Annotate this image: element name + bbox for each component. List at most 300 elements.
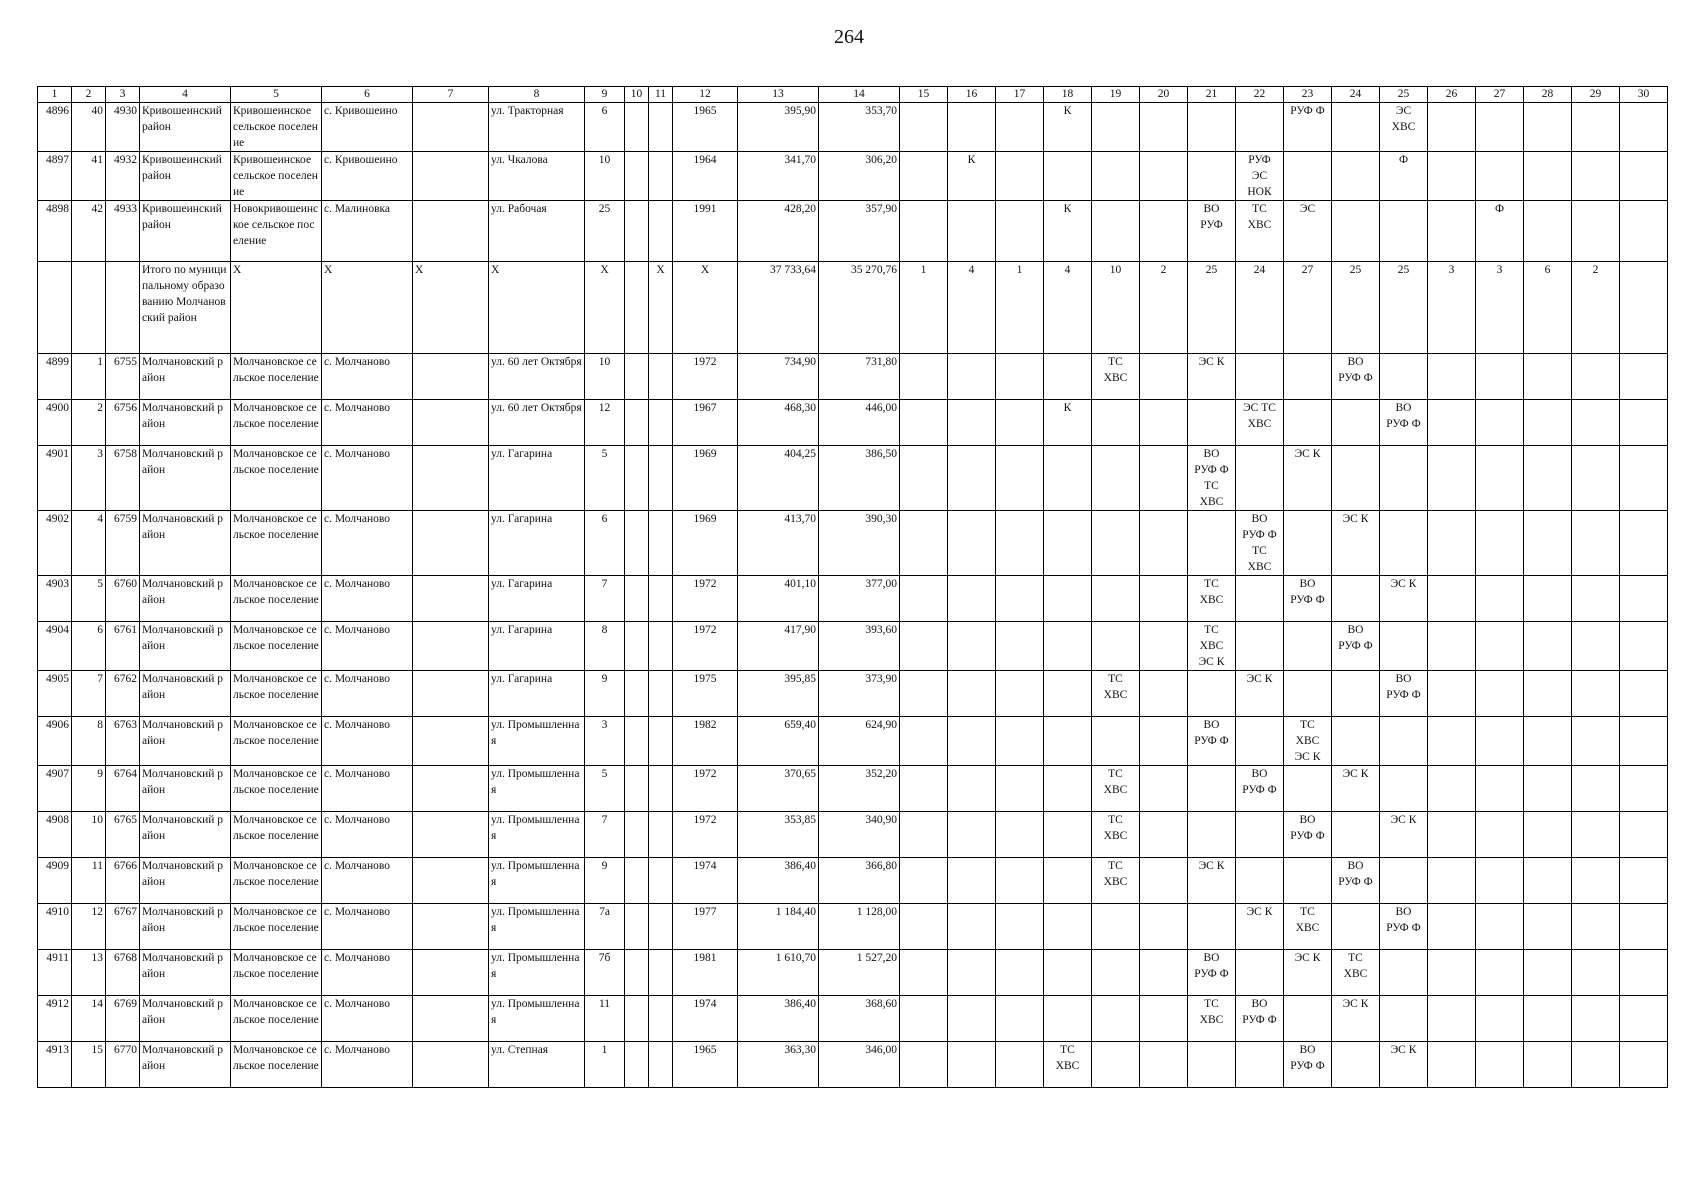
table-cell-col-12: 1972 <box>673 766 738 812</box>
table-cell-col-1: 4903 <box>38 576 72 622</box>
table-cell-col-30 <box>1620 904 1668 950</box>
table-cell-col-4: Кривошеинский район <box>140 201 231 262</box>
table-cell-col-25 <box>1380 201 1428 262</box>
table-cell-col-21 <box>1188 152 1236 201</box>
table-cell-col-3: 6764 <box>106 766 140 812</box>
table-cell-col-7 <box>413 858 489 904</box>
column-header-23: 23 <box>1284 87 1332 103</box>
table-cell-col-27 <box>1476 950 1524 996</box>
table-cell-col-22 <box>1236 354 1284 400</box>
table-cell-col-23: ЭС К <box>1284 446 1332 511</box>
table-cell-col-30 <box>1620 766 1668 812</box>
table-cell-col-15 <box>900 201 948 262</box>
table-cell-col-25 <box>1380 766 1428 812</box>
table-cell-col-1: 4912 <box>38 996 72 1042</box>
table-cell-col-13: 468,30 <box>738 400 819 446</box>
table-cell-col-16 <box>948 950 996 996</box>
table-cell-col-30 <box>1620 950 1668 996</box>
table-cell-col-20 <box>1140 1042 1188 1088</box>
table-cell-col-15 <box>900 354 948 400</box>
table-cell-col-7 <box>413 103 489 152</box>
table-cell-col-18 <box>1044 812 1092 858</box>
table-cell-col-10 <box>625 766 649 812</box>
table-cell-col-29 <box>1572 152 1620 201</box>
table-cell-col-11 <box>649 812 673 858</box>
table-cell-col-9: 7а <box>585 904 625 950</box>
table-cell-col-8: ул. Гагарина <box>489 446 585 511</box>
table-cell-col-14: 386,50 <box>819 446 900 511</box>
table-cell-col-2: 7 <box>72 671 106 717</box>
table-cell-col-23 <box>1284 354 1332 400</box>
table-cell-col-13: 395,90 <box>738 103 819 152</box>
table-cell-col-15 <box>900 950 948 996</box>
table-cell-col-25 <box>1380 446 1428 511</box>
table-cell-col-30 <box>1620 262 1668 354</box>
table-cell-col-2: 15 <box>72 1042 106 1088</box>
table-cell-col-22: РУФ ЭС НОК <box>1236 152 1284 201</box>
table-cell-col-22: 24 <box>1236 262 1284 354</box>
table-cell-col-3: 6765 <box>106 812 140 858</box>
column-number-row <box>38 87 1668 103</box>
table-cell-col-3: 6761 <box>106 622 140 671</box>
table-cell-col-2: 14 <box>72 996 106 1042</box>
table-cell-col-21: ВО РУФ Ф <box>1188 717 1236 766</box>
table-cell-col-15 <box>900 622 948 671</box>
column-header-8: 8 <box>489 87 585 103</box>
table-cell-col-24: ВО РУФ Ф <box>1332 354 1380 400</box>
table-cell-col-17 <box>996 201 1044 262</box>
table-cell-col-30 <box>1620 996 1668 1042</box>
table-cell-col-2: 8 <box>72 717 106 766</box>
table-cell-col-3: 6759 <box>106 511 140 576</box>
table-cell-col-24 <box>1332 904 1380 950</box>
table-cell-col-29 <box>1572 1042 1620 1088</box>
table-cell-col-11 <box>649 446 673 511</box>
table-cell-col-4: Молчановский район <box>140 996 231 1042</box>
table-cell-col-21 <box>1188 671 1236 717</box>
table-cell-col-10 <box>625 671 649 717</box>
table-cell-col-28 <box>1524 717 1572 766</box>
table-cell-col-3: 6767 <box>106 904 140 950</box>
table-cell-col-26 <box>1428 622 1476 671</box>
table-cell-col-27: Ф <box>1476 201 1524 262</box>
table-cell-col-21: ВО РУФ Ф ТС ХВС <box>1188 446 1236 511</box>
table-cell-col-15 <box>900 904 948 950</box>
table-cell-col-6: с. Молчаново <box>322 576 413 622</box>
table-cell-col-23: ТС ХВС <box>1284 904 1332 950</box>
table-cell-col-9: 9 <box>585 671 625 717</box>
table-cell-col-8: ул. 60 лет Октября <box>489 400 585 446</box>
table-cell-col-5: Молчановское сельское поселение <box>231 446 322 511</box>
table-cell-col-14: 390,30 <box>819 511 900 576</box>
table-cell-col-25: Ф <box>1380 152 1428 201</box>
table-cell-col-18 <box>1044 858 1092 904</box>
table-cell-col-29 <box>1572 671 1620 717</box>
table-cell-col-18: 4 <box>1044 262 1092 354</box>
table-cell-col-9: 11 <box>585 996 625 1042</box>
table-cell-col-2: 40 <box>72 103 106 152</box>
table-cell-col-26 <box>1428 904 1476 950</box>
table-cell-col-24 <box>1332 717 1380 766</box>
table-cell-col-15 <box>900 152 948 201</box>
table-cell-col-24: ЭС К <box>1332 996 1380 1042</box>
table-cell-col-19 <box>1092 996 1140 1042</box>
table-cell-col-7 <box>413 201 489 262</box>
table-cell-col-3: 4932 <box>106 152 140 201</box>
table-cell-col-14: 35 270,76 <box>819 262 900 354</box>
column-header-30: 30 <box>1620 87 1668 103</box>
table-cell-col-8: ул. Рабочая <box>489 201 585 262</box>
table-cell-col-21: 25 <box>1188 262 1236 354</box>
table-cell-col-21: ЭС К <box>1188 858 1236 904</box>
table-cell-col-13: 37 733,64 <box>738 262 819 354</box>
table-cell-col-1: 4910 <box>38 904 72 950</box>
column-header-26: 26 <box>1428 87 1476 103</box>
table-cell-col-14: 1 128,00 <box>819 904 900 950</box>
table-cell-col-25: ВО РУФ Ф <box>1380 400 1428 446</box>
table-cell-col-29 <box>1572 858 1620 904</box>
table-row <box>38 201 1668 262</box>
table-cell-col-17 <box>996 622 1044 671</box>
table-cell-col-17 <box>996 996 1044 1042</box>
table-cell-col-7 <box>413 671 489 717</box>
table-cell-col-29 <box>1572 576 1620 622</box>
table-cell-col-15 <box>900 576 948 622</box>
column-header-6: 6 <box>322 87 413 103</box>
table-cell-col-19: 10 <box>1092 262 1140 354</box>
table-cell-col-6: с. Молчаново <box>322 400 413 446</box>
table-cell-col-26 <box>1428 950 1476 996</box>
table-cell-col-27 <box>1476 354 1524 400</box>
table-cell-col-11 <box>649 511 673 576</box>
table-cell-col-6: с. Молчаново <box>322 446 413 511</box>
table-cell-col-3: 6770 <box>106 1042 140 1088</box>
table-cell-col-15 <box>900 511 948 576</box>
table-cell-col-23: ВО РУФ Ф <box>1284 1042 1332 1088</box>
table-cell-col-18 <box>1044 766 1092 812</box>
table-cell-col-7 <box>413 354 489 400</box>
table-cell-col-20 <box>1140 152 1188 201</box>
table-cell-col-16 <box>948 354 996 400</box>
table-cell-col-1: 4900 <box>38 400 72 446</box>
table-cell-col-26: 3 <box>1428 262 1476 354</box>
table-cell-col-16 <box>948 576 996 622</box>
table-cell-col-21: ВО РУФ Ф <box>1188 950 1236 996</box>
table-cell-col-22: ЭС ТС ХВС <box>1236 400 1284 446</box>
table-row <box>38 354 1668 400</box>
table-cell-col-19 <box>1092 446 1140 511</box>
table-cell-col-17 <box>996 152 1044 201</box>
table-cell-col-9: 7 <box>585 576 625 622</box>
table-cell-col-17 <box>996 446 1044 511</box>
table-cell-col-26 <box>1428 671 1476 717</box>
table-cell-col-18 <box>1044 996 1092 1042</box>
table-cell-col-19: ТС ХВС <box>1092 354 1140 400</box>
table-cell-col-13: 428,20 <box>738 201 819 262</box>
table-cell-col-25 <box>1380 354 1428 400</box>
table-cell-col-17 <box>996 950 1044 996</box>
table-cell-col-14: 340,90 <box>819 812 900 858</box>
table-cell-col-11 <box>649 400 673 446</box>
table-cell-col-25 <box>1380 622 1428 671</box>
table-cell-col-15: 1 <box>900 262 948 354</box>
table-cell-col-26 <box>1428 354 1476 400</box>
table-cell-col-21 <box>1188 1042 1236 1088</box>
table-cell-col-20 <box>1140 996 1188 1042</box>
table-cell-col-22 <box>1236 858 1284 904</box>
table-cell-col-22 <box>1236 1042 1284 1088</box>
table-cell-col-18: К <box>1044 201 1092 262</box>
column-header-24: 24 <box>1332 87 1380 103</box>
table-cell-col-7 <box>413 904 489 950</box>
table-cell-col-4: Молчановский район <box>140 576 231 622</box>
table-cell-col-10 <box>625 446 649 511</box>
column-header-18: 18 <box>1044 87 1092 103</box>
table-cell-col-9: 6 <box>585 511 625 576</box>
table-cell-col-3: 6766 <box>106 858 140 904</box>
table-cell-col-6: с. Молчаново <box>322 717 413 766</box>
table-cell-col-8: ул. Гагарина <box>489 622 585 671</box>
table-cell-col-22 <box>1236 446 1284 511</box>
table-cell-col-5: Молчановское сельское поселение <box>231 511 322 576</box>
table-cell-col-30 <box>1620 511 1668 576</box>
table-cell-col-25: ЭС К <box>1380 576 1428 622</box>
table-cell-col-4: Молчановский район <box>140 622 231 671</box>
table-cell-col-3: 6758 <box>106 446 140 511</box>
table-cell-col-29 <box>1572 201 1620 262</box>
table-cell-col-30 <box>1620 717 1668 766</box>
table-cell-col-25 <box>1380 950 1428 996</box>
table-cell-col-7 <box>413 400 489 446</box>
table-cell-col-9: 1 <box>585 1042 625 1088</box>
table-cell-col-8: ул. Тракторная <box>489 103 585 152</box>
table-cell-col-7 <box>413 622 489 671</box>
table-cell-col-1: 4907 <box>38 766 72 812</box>
table-cell-col-29 <box>1572 511 1620 576</box>
table-cell-col-19 <box>1092 152 1140 201</box>
column-header-17: 17 <box>996 87 1044 103</box>
table-cell-col-9: 10 <box>585 152 625 201</box>
table-cell-col-14: 373,90 <box>819 671 900 717</box>
table-cell-col-12: X <box>673 262 738 354</box>
table-cell-col-1: 4896 <box>38 103 72 152</box>
table-cell-col-30 <box>1620 354 1668 400</box>
table-row <box>38 996 1668 1042</box>
table-cell-col-20 <box>1140 766 1188 812</box>
table-cell-col-26 <box>1428 446 1476 511</box>
table-cell-col-20 <box>1140 904 1188 950</box>
table-cell-col-10 <box>625 262 649 354</box>
column-header-20: 20 <box>1140 87 1188 103</box>
table-cell-col-22: ВО РУФ Ф ТС ХВС <box>1236 511 1284 576</box>
table-cell-col-2: 11 <box>72 858 106 904</box>
table-cell-col-16 <box>948 717 996 766</box>
table-cell-col-19 <box>1092 904 1140 950</box>
table-cell-col-2: 4 <box>72 511 106 576</box>
table-cell-col-17 <box>996 576 1044 622</box>
table-cell-col-14: 357,90 <box>819 201 900 262</box>
table-cell-col-10 <box>625 400 649 446</box>
table-cell-col-14: 306,20 <box>819 152 900 201</box>
table-cell-col-16 <box>948 400 996 446</box>
table-cell-col-13: 1 610,70 <box>738 950 819 996</box>
table-cell-col-14: 731,80 <box>819 354 900 400</box>
table-cell-col-6: с. Молчаново <box>322 950 413 996</box>
column-header-7: 7 <box>413 87 489 103</box>
table-cell-col-6: с. Молчаново <box>322 766 413 812</box>
table-cell-col-18 <box>1044 511 1092 576</box>
table-cell-col-3: 6762 <box>106 671 140 717</box>
table-cell-col-27 <box>1476 904 1524 950</box>
table-cell-col-24 <box>1332 576 1380 622</box>
table-cell-col-3: 4933 <box>106 201 140 262</box>
table-cell-col-8: ул. Чкалова <box>489 152 585 201</box>
table-cell-col-29 <box>1572 354 1620 400</box>
table-cell-col-5: Молчановское сельское поселение <box>231 1042 322 1088</box>
table-cell-col-25: ВО РУФ Ф <box>1380 671 1428 717</box>
table-cell-col-2: 13 <box>72 950 106 996</box>
table-cell-col-4: Молчановский район <box>140 858 231 904</box>
column-header-25: 25 <box>1380 87 1428 103</box>
table-cell-col-19 <box>1092 201 1140 262</box>
table-cell-col-10 <box>625 103 649 152</box>
column-header-13: 13 <box>738 87 819 103</box>
table-cell-col-16 <box>948 1042 996 1088</box>
table-cell-col-22: ТС ХВС <box>1236 201 1284 262</box>
table-cell-col-21 <box>1188 766 1236 812</box>
table-row <box>38 622 1668 671</box>
table-cell-col-25 <box>1380 858 1428 904</box>
table-cell-col-13: 370,65 <box>738 766 819 812</box>
table-cell-col-6: с. Кривошеино <box>322 103 413 152</box>
column-header-1: 1 <box>38 87 72 103</box>
table-cell-col-3: 6760 <box>106 576 140 622</box>
table-cell-col-30 <box>1620 576 1668 622</box>
table-cell-col-12: 1972 <box>673 812 738 858</box>
table-cell-col-27 <box>1476 812 1524 858</box>
column-header-14: 14 <box>819 87 900 103</box>
table-cell-col-23 <box>1284 996 1332 1042</box>
table-cell-col-30 <box>1620 103 1668 152</box>
table-cell-col-14: 352,20 <box>819 766 900 812</box>
table-cell-col-6: с. Молчаново <box>322 511 413 576</box>
table-cell-col-20 <box>1140 950 1188 996</box>
table-cell-col-11 <box>649 622 673 671</box>
table-cell-col-1 <box>38 262 72 354</box>
table-cell-col-4: Молчановский район <box>140 766 231 812</box>
table-cell-col-2 <box>72 262 106 354</box>
table-cell-col-25 <box>1380 717 1428 766</box>
table-row <box>38 446 1668 511</box>
table-cell-col-10 <box>625 576 649 622</box>
table-cell-col-16 <box>948 446 996 511</box>
table-cell-col-9: 9 <box>585 858 625 904</box>
table-cell-col-28 <box>1524 400 1572 446</box>
table-cell-col-15 <box>900 766 948 812</box>
table-cell-col-9: 3 <box>585 717 625 766</box>
table-cell-col-8: ул. Промышленная <box>489 904 585 950</box>
table-cell-col-28: 6 <box>1524 262 1572 354</box>
table-cell-col-12: 1972 <box>673 622 738 671</box>
table-cell-col-21: ТС ХВС <box>1188 996 1236 1042</box>
table-cell-col-15 <box>900 1042 948 1088</box>
column-header-28: 28 <box>1524 87 1572 103</box>
table-cell-col-11 <box>649 201 673 262</box>
table-cell-col-24 <box>1332 1042 1380 1088</box>
table-cell-col-27 <box>1476 671 1524 717</box>
table-cell-col-1: 4899 <box>38 354 72 400</box>
table-cell-col-17 <box>996 812 1044 858</box>
table-row <box>38 717 1668 766</box>
table-cell-col-1: 4897 <box>38 152 72 201</box>
table-cell-col-12: 1967 <box>673 400 738 446</box>
table-cell-col-4: Молчановский район <box>140 717 231 766</box>
table-cell-col-12: 1972 <box>673 354 738 400</box>
table-cell-col-28 <box>1524 1042 1572 1088</box>
table-cell-col-26 <box>1428 717 1476 766</box>
table-cell-col-10 <box>625 858 649 904</box>
table-cell-col-15 <box>900 996 948 1042</box>
table-cell-col-13: 341,70 <box>738 152 819 201</box>
table-cell-col-9: X <box>585 262 625 354</box>
table-cell-col-20 <box>1140 103 1188 152</box>
table-cell-col-18: К <box>1044 400 1092 446</box>
table-cell-col-23: ТС ХВС ЭС К <box>1284 717 1332 766</box>
table-cell-col-22 <box>1236 576 1284 622</box>
table-cell-col-29 <box>1572 766 1620 812</box>
table-cell-col-8: ул. Промышленная <box>489 858 585 904</box>
table-cell-col-20: 2 <box>1140 262 1188 354</box>
table-cell-col-30 <box>1620 446 1668 511</box>
table-cell-col-12: 1974 <box>673 996 738 1042</box>
table-cell-col-28 <box>1524 576 1572 622</box>
table-cell-col-3: 6769 <box>106 996 140 1042</box>
table-row <box>38 511 1668 576</box>
table-cell-col-8: ул. Гагарина <box>489 671 585 717</box>
column-header-2: 2 <box>72 87 106 103</box>
table-cell-col-5: Молчановское сельское поселение <box>231 671 322 717</box>
table-cell-col-30 <box>1620 671 1668 717</box>
table-row <box>38 152 1668 201</box>
table-cell-col-22: ЭС К <box>1236 671 1284 717</box>
table-cell-col-14: 353,70 <box>819 103 900 152</box>
table-cell-col-13: 413,70 <box>738 511 819 576</box>
table-cell-col-7 <box>413 511 489 576</box>
table-cell-col-23 <box>1284 622 1332 671</box>
table-cell-col-16: К <box>948 152 996 201</box>
table-cell-col-26 <box>1428 576 1476 622</box>
table-cell-col-14: 366,80 <box>819 858 900 904</box>
table-cell-col-22: ВО РУФ Ф <box>1236 996 1284 1042</box>
table-cell-col-19 <box>1092 103 1140 152</box>
table-cell-col-26 <box>1428 1042 1476 1088</box>
table-cell-col-9: 8 <box>585 622 625 671</box>
table-cell-col-13: 417,90 <box>738 622 819 671</box>
table-row <box>38 1042 1668 1088</box>
table-cell-col-28 <box>1524 766 1572 812</box>
table-cell-col-25: ЭС К <box>1380 812 1428 858</box>
table-cell-col-1: 4908 <box>38 812 72 858</box>
table-cell-col-3: 6768 <box>106 950 140 996</box>
table-cell-col-23: ВО РУФ Ф <box>1284 812 1332 858</box>
table-cell-col-8: ул. Промышленная <box>489 766 585 812</box>
table-cell-col-12: 1965 <box>673 103 738 152</box>
table-cell-col-12: 1982 <box>673 717 738 766</box>
column-header-4: 4 <box>140 87 231 103</box>
table-cell-col-24 <box>1332 201 1380 262</box>
table-cell-col-3 <box>106 262 140 354</box>
column-header-29: 29 <box>1572 87 1620 103</box>
